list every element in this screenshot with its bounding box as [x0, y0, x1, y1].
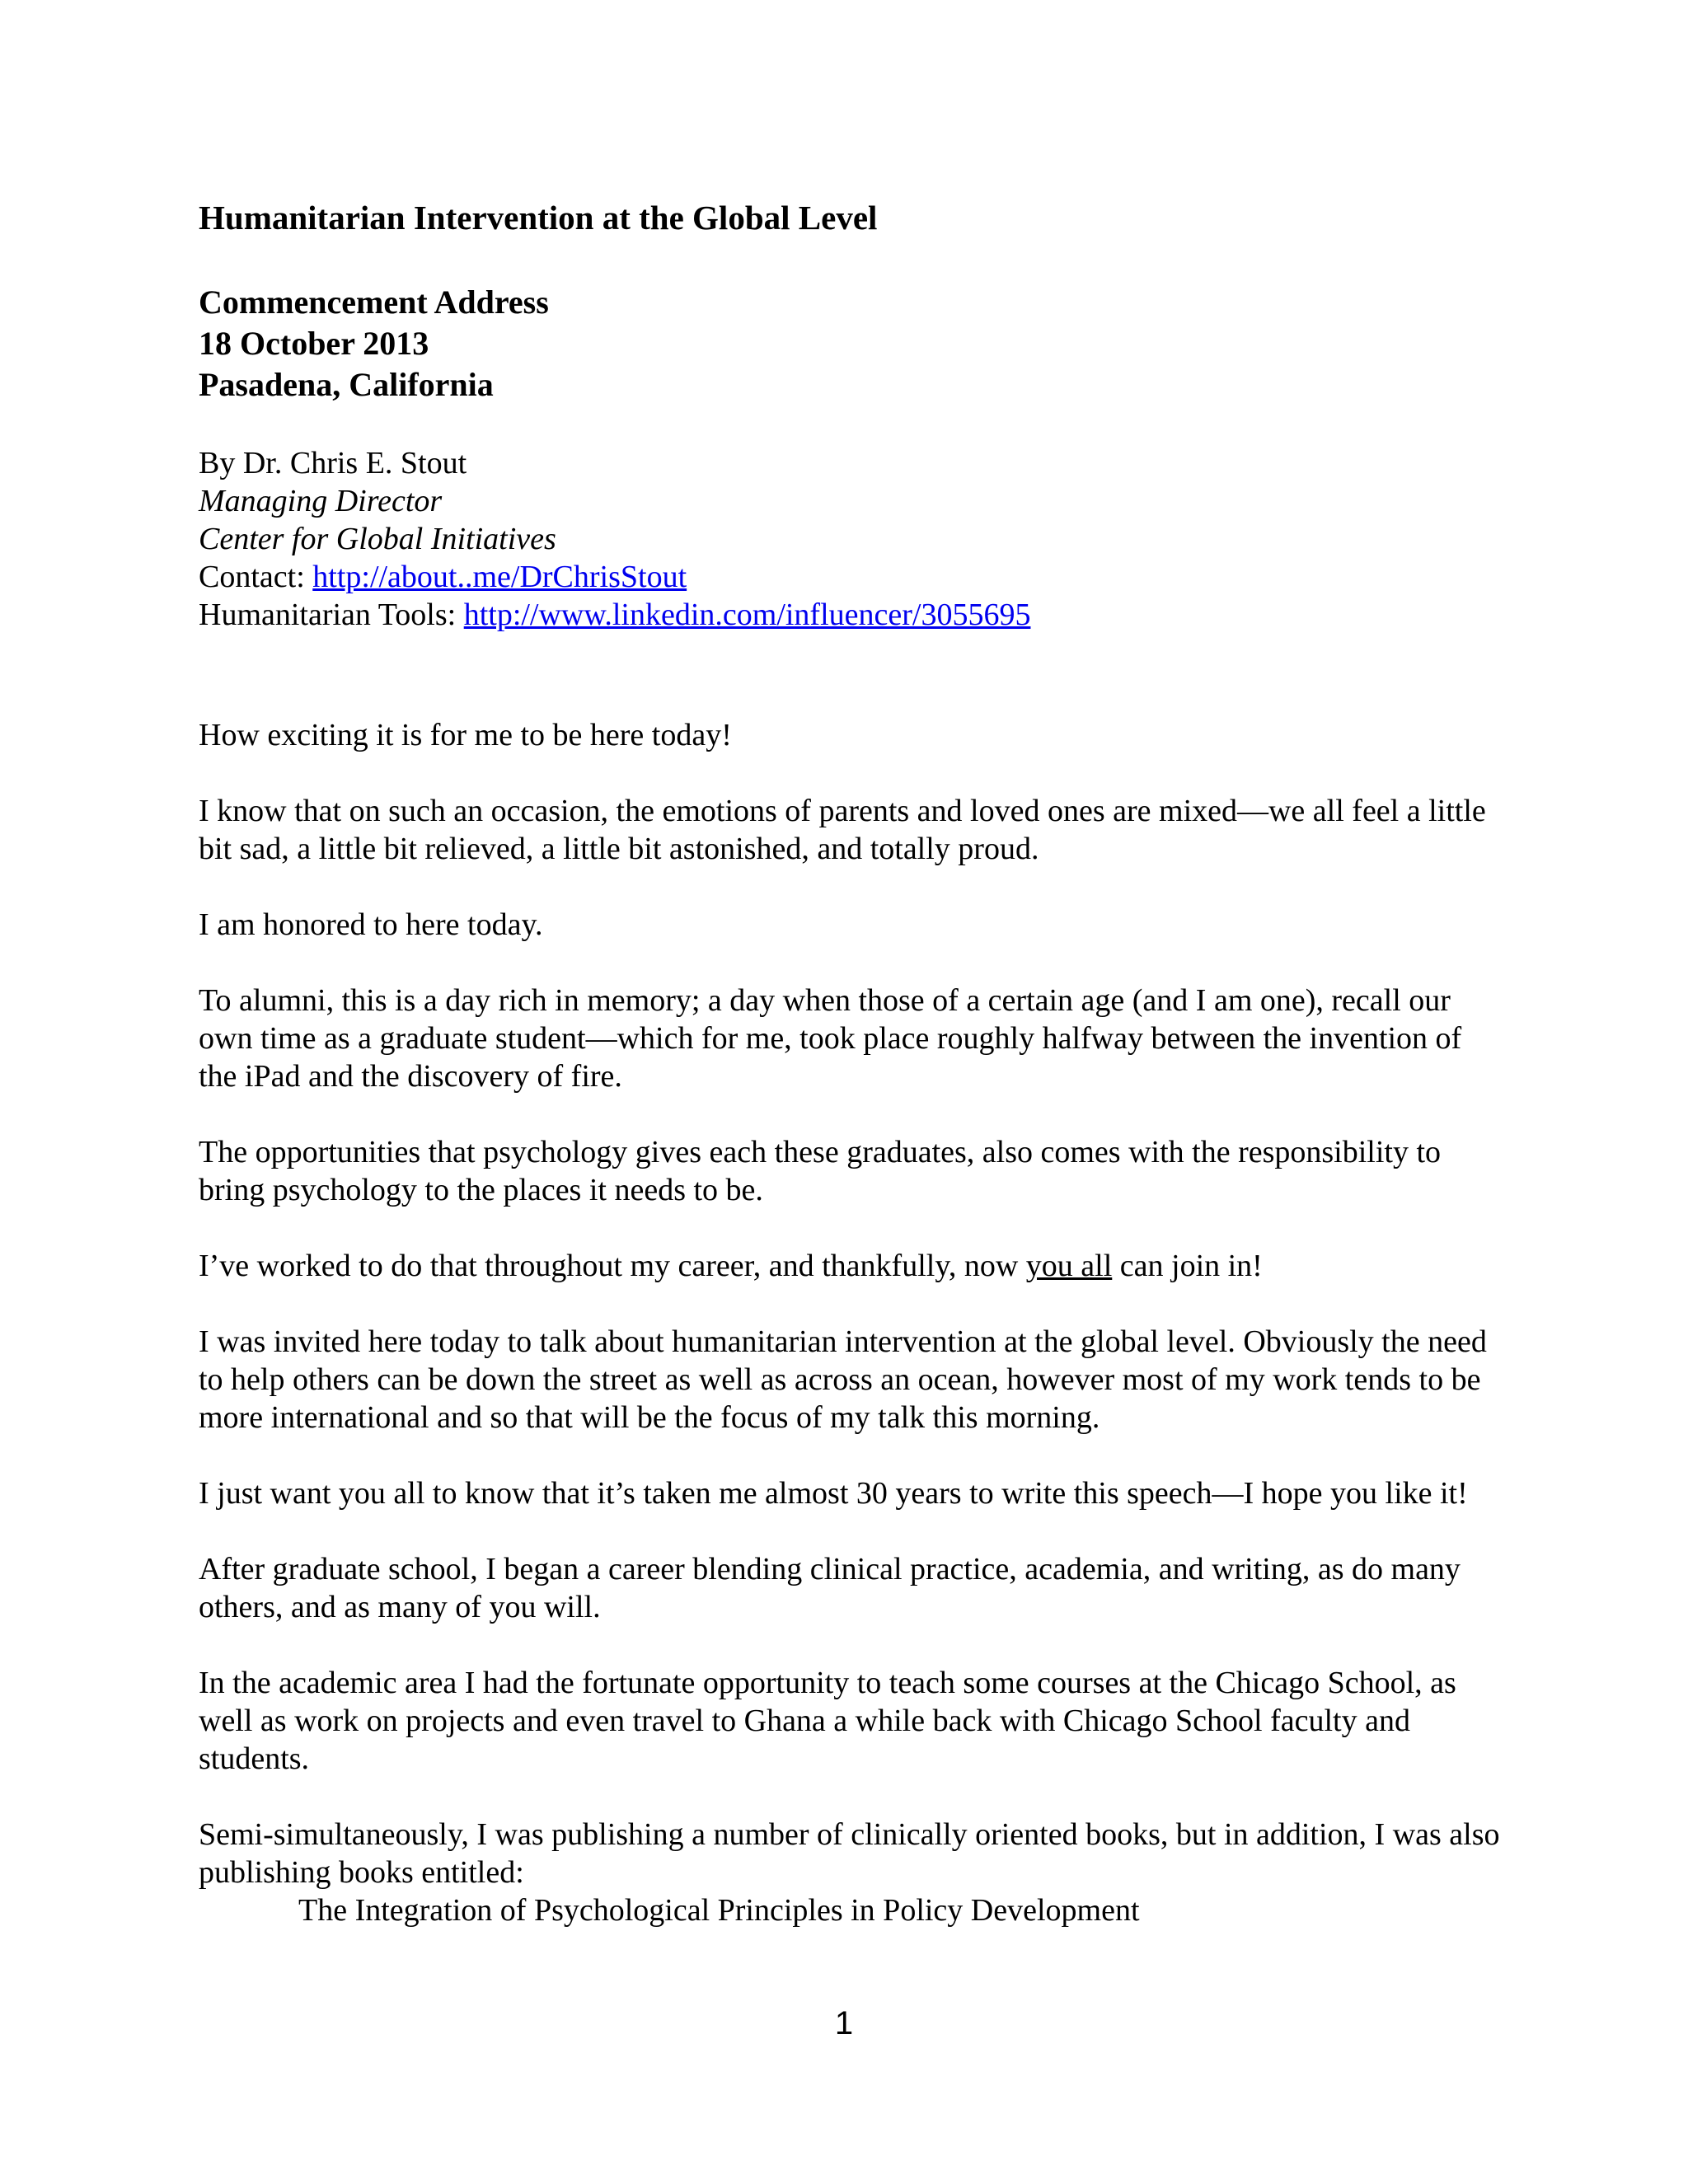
- author-block: [199, 444, 1501, 634]
- event-date: 18 October 2013: [199, 325, 429, 362]
- tools-link[interactable]: http://www.linkedin.com/influencer/3055695: [463, 598, 1031, 632]
- document-title: Humanitarian Intervention at the Global Level: [199, 199, 878, 237]
- event-location: Pasadena, California: [199, 366, 494, 403]
- contact-link[interactable]: http://about..me/DrChrisStout: [312, 560, 687, 594]
- tools-line: [199, 596, 1501, 634]
- page-number: 1: [834, 2005, 854, 2041]
- paragraph: To alumni, this is a day rich in memory; a day when those of a certain age (and I am one), recall our own time as a graduate student—which for me, took place roughly halfway between the invention of the iPad and the discovery of fire.: [199, 983, 1462, 1094]
- book-title: The Integration of Psychological Principles in Policy Development: [298, 1893, 1140, 1928]
- paragraph: How exciting it is for me to be here today!: [199, 718, 732, 752]
- speech-body: [199, 716, 1501, 1929]
- contact-line: [199, 558, 1501, 596]
- paragraph-text: I’ve worked to do that throughout my career, and thankfully, now: [199, 1249, 1026, 1283]
- paragraph: In the academic area I had the fortunate opportunity to teach some courses at the Chicago School, as well as work on projects and even travel to Ghana a while back with Chicago School faculty and students.: [199, 1666, 1456, 1776]
- paragraph: After graduate school, I began a career blending clinical practice, academia, and writing, as do many others, and as many of you will.: [199, 1552, 1461, 1624]
- emphasis-text: you all: [1025, 1249, 1113, 1283]
- author-name: By Dr. Chris E. Stout: [199, 446, 467, 480]
- event-details: [199, 282, 1501, 405]
- tools-label: Humanitarian Tools:: [199, 598, 464, 632]
- paragraph: I know that on such an occasion, the emotions of parents and loved ones are mixed—we all feel a little bit sad, a little bit relieved, a little bit astonished, and totally proud.: [199, 794, 1486, 866]
- paragraph: Semi-simultaneously, I was publishing a number of clinically oriented books, but in addition, I was also publishing books entitled:: [199, 1817, 1500, 1890]
- document-content: [199, 194, 1501, 1929]
- paragraph: The opportunities that psychology gives each these graduates, also comes with the responsibility to bring psychology to the places it needs to be.: [199, 1135, 1442, 1207]
- author-role: Managing Director: [199, 484, 443, 518]
- paragraph: I just want you all to know that it’s taken me almost 30 years to write this speech—I hope you like it!: [199, 1476, 1468, 1511]
- paragraph: [199, 1247, 1501, 1285]
- paragraph: I am honored to here today.: [199, 907, 543, 942]
- author-organization: Center for Global Initiatives: [199, 522, 556, 556]
- paragraph-text: can join in!: [1112, 1249, 1263, 1283]
- event-name: Commencement Address: [199, 284, 549, 321]
- contact-label: Contact:: [199, 560, 313, 594]
- paragraph: I was invited here today to talk about humanitarian intervention at the global level. Obviously the need to help others can be down the street as well as across an ocean, however most of my work tends to be more international and so that will be the focus of my talk this morning.: [199, 1324, 1487, 1435]
